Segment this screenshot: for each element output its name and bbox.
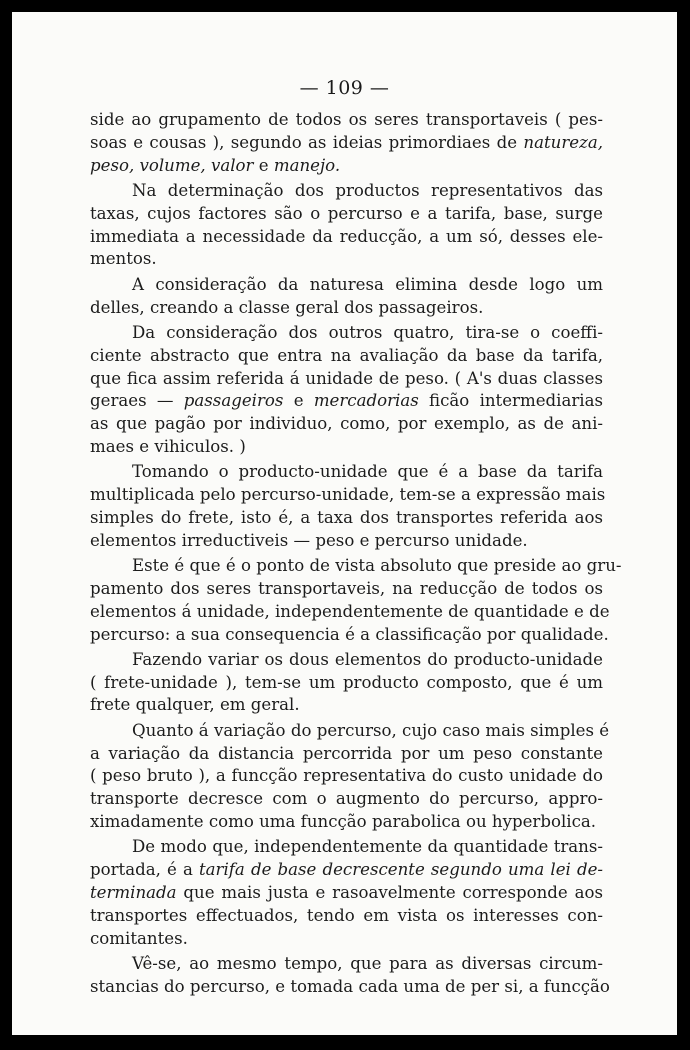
text-segment: ficão intermediarias (418, 391, 604, 411)
text-segment: Este é que é o ponto de vista absoluto que preside ao gru- (132, 556, 622, 576)
text-segment: ximadamente como uma funcção parabolica ou hyperbolica. (90, 812, 597, 832)
text-segment: De modo que, independentemente da quantidade trans- (132, 837, 603, 857)
text-line (90, 109, 603, 132)
text-segment: que mais justa e rasoavelmente corresponde aos (176, 883, 603, 903)
italic-text: mercadorias (313, 391, 419, 411)
text-segment: elementos irreductiveis — peso e percurso unidade. (90, 530, 528, 550)
text-line (90, 274, 603, 297)
text-segment: transportes effectuados, tendo em vista os interesses con- (90, 905, 603, 925)
text-line (90, 484, 606, 507)
text-line (90, 461, 603, 484)
text-line (90, 811, 603, 834)
text-line (90, 859, 603, 882)
text-segment: frete qualquer, em geral. (90, 695, 300, 715)
text-segment: que fica assim referida á unidade de peso. ( A's duas classes (90, 368, 603, 388)
italic-text: tarifa de base decrescente segundo uma lei de- (198, 860, 604, 880)
text-segment: ( peso bruto ), a funcção representativa do custo unidade do (90, 766, 603, 786)
text-line (90, 413, 603, 436)
text-line (90, 345, 603, 368)
text-segment: soas e cousas ), segundo as ideias primordiaes de (90, 132, 524, 152)
text-segment: portada, é a (90, 860, 199, 880)
italic-text: passageiros (183, 391, 284, 411)
text-segment: ( frete-unidade ), tem-se um producto composto, que é um (90, 672, 603, 692)
text-line (90, 132, 603, 155)
text-line (90, 976, 610, 999)
text-segment: geraes — (90, 391, 184, 411)
text-line (90, 743, 603, 766)
body-text (90, 109, 622, 999)
text-segment: e (283, 391, 314, 411)
text-segment: simples do frete, isto é, a taxa dos transportes referida aos (90, 507, 603, 527)
text-segment: multiplicada pelo percurso-unidade, tem-se a expressão mais (90, 485, 606, 505)
document-page (12, 12, 677, 1035)
text-line (90, 601, 610, 624)
text-segment: A consideração da naturesa elimina desde logo um (132, 274, 603, 294)
text-segment: ciente abstracto que entra na avaliação da base da tarifa, (90, 345, 603, 365)
text-segment: Na determinação dos productos representativos das (132, 180, 603, 200)
italic-text: peso, volume, valor (90, 155, 254, 175)
text-line (90, 720, 610, 743)
text-segment: immediata a necessidade da reducção, a um só, desses ele- (90, 226, 603, 246)
text-segment: taxas, cujos factores são o percurso e a tarifa, base, surge (90, 203, 603, 223)
text-line (90, 672, 603, 695)
text-line (90, 624, 609, 647)
text-line (90, 507, 603, 530)
text-line (90, 180, 603, 203)
text-line (90, 882, 603, 905)
text-line (90, 436, 603, 459)
text-line (90, 530, 603, 553)
text-segment: transporte decresce com o augmento do percurso, appro- (90, 789, 603, 809)
text-segment: pamento dos seres transportaveis, na reducção de todos os (90, 578, 603, 598)
text-line (90, 555, 622, 578)
text-line (90, 155, 603, 178)
text-line (90, 765, 603, 788)
text-segment: Tomando o producto-unidade que é a base da tarifa (132, 462, 603, 482)
text-segment: Da consideração dos outros quatro, tira-se o coeffi- (132, 322, 603, 342)
text-line (90, 226, 603, 249)
text-segment: maes e vihiculos. ) (90, 436, 246, 456)
text-segment: Vê-se, ao mesmo tempo, que para as diversas circum- (132, 954, 603, 974)
text-line (90, 368, 603, 391)
text-segment: elementos á unidade, independentemente de quantidade e de (90, 601, 610, 621)
text-line (90, 788, 603, 811)
text-line (90, 248, 603, 271)
text-segment: mentos. (90, 249, 157, 269)
text-line (90, 953, 603, 976)
text-line (90, 905, 603, 928)
text-segment: comitantes. (90, 928, 188, 948)
text-line (90, 297, 603, 320)
text-line (90, 928, 603, 951)
text-line (90, 322, 603, 345)
text-segment: a variação da distancia percorrida por um peso constante (90, 743, 603, 763)
text-segment: delles, creando a classe geral dos passageiros. (90, 297, 484, 317)
text-segment: percurso: a sua consequencia é a classificação por qualidade. (90, 624, 609, 644)
text-line (90, 390, 603, 413)
text-segment: stancias do percurso, e tomada cada uma de per si, a funcção (90, 976, 610, 996)
text-line (90, 836, 603, 859)
text-segment: Quanto á variação do percurso, cujo caso mais simples é (132, 720, 610, 740)
text-line (90, 578, 603, 601)
text-segment: e (253, 155, 274, 175)
text-segment: as que pagão por individuo, como, por exemplo, as de ani- (90, 414, 603, 434)
italic-text: terminada (90, 883, 177, 903)
text-segment: side ao grupamento de todos os seres transportaveis ( pes- (90, 110, 603, 129)
text-segment: Fazendo variar os dous elementos do producto-unidade (132, 649, 603, 669)
text-line (90, 649, 603, 672)
italic-text: manejo. (273, 155, 341, 175)
page-number: — 109 — (299, 77, 390, 99)
italic-text: natureza, (523, 132, 603, 152)
text-line (90, 203, 603, 226)
text-line (90, 694, 603, 717)
